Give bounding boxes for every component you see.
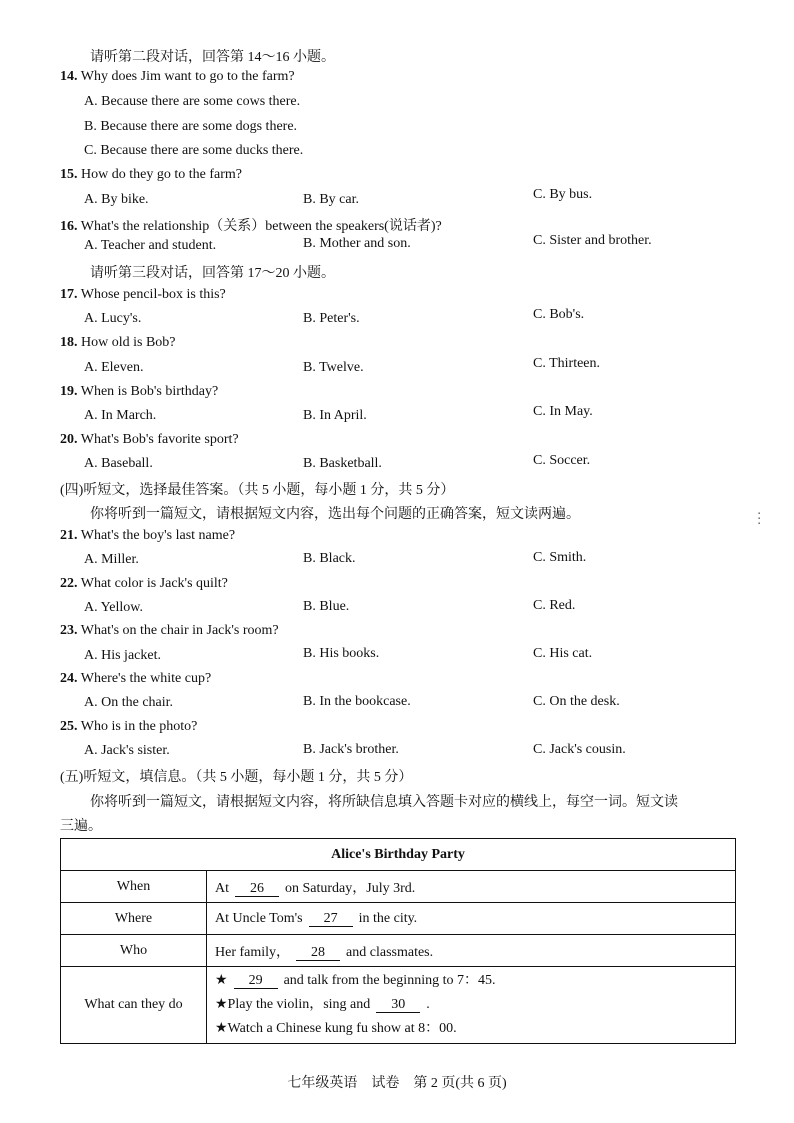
question-20 bbox=[60, 432, 239, 448]
when-suffix: on Saturday，July 3rd. bbox=[285, 880, 416, 896]
option-a: A. On the chair. bbox=[84, 695, 174, 710]
option-a: A. Baseball. bbox=[84, 456, 153, 471]
who-value bbox=[207, 935, 736, 967]
when-prefix: At bbox=[215, 880, 229, 896]
when-label: When bbox=[61, 871, 207, 903]
question-17 bbox=[60, 287, 226, 303]
what-value bbox=[207, 967, 736, 1044]
option-c: C. Because there are some ducks there. bbox=[84, 143, 304, 158]
where-value bbox=[207, 903, 736, 935]
option-c: C. By bus. bbox=[533, 187, 593, 202]
question-19 bbox=[60, 384, 218, 400]
option-c: C. Soccer. bbox=[533, 453, 591, 468]
who-prefix: Her family， bbox=[215, 944, 291, 960]
option-c: C. Thirteen. bbox=[533, 356, 601, 371]
question-text: What color is Jack's quilt? bbox=[80, 576, 228, 591]
page-footer: 七年级英语 试卷 第 2 页(共 6 页) bbox=[287, 1076, 507, 1091]
option-b: B. Black. bbox=[303, 551, 356, 566]
question-18 bbox=[60, 335, 176, 351]
option-a: A. Because there are some cows there. bbox=[84, 94, 301, 109]
question-number: 15. bbox=[60, 167, 78, 182]
question-text: How old is Bob? bbox=[81, 335, 176, 350]
question-23 bbox=[60, 623, 279, 639]
option-b: B. Basketball. bbox=[303, 456, 382, 471]
option-b: B. Peter's. bbox=[303, 311, 360, 326]
star-icon: ★ bbox=[215, 973, 228, 988]
question-number: 17. bbox=[60, 287, 78, 302]
question-number: 18. bbox=[60, 335, 78, 350]
table-title: Alice's Birthday Party bbox=[61, 839, 736, 871]
option-a: A. Eleven. bbox=[84, 360, 144, 375]
question-text: Whose pencil-box is this? bbox=[80, 287, 226, 302]
where-prefix: At Uncle Tom's bbox=[215, 910, 303, 926]
activity-1 bbox=[215, 969, 735, 993]
question-text: How do they go to the farm? bbox=[81, 167, 242, 182]
section5-heading: (五)听短文，填信息。（共 5 小题，每小题 1 分，共 5 分） bbox=[60, 770, 413, 785]
question-text: What's Bob's favorite sport? bbox=[80, 432, 239, 447]
option-c: C. Smith. bbox=[533, 550, 587, 565]
question-number: 14. bbox=[60, 69, 78, 84]
question-21 bbox=[60, 528, 235, 544]
blank-26: 26 bbox=[235, 881, 279, 897]
table-row bbox=[61, 903, 736, 935]
question-text: What's the boy's last name? bbox=[80, 528, 236, 543]
table-row bbox=[61, 935, 736, 967]
table-row bbox=[61, 871, 736, 903]
option-b: B. Twelve. bbox=[303, 360, 364, 375]
option-c: C. Red. bbox=[533, 598, 576, 613]
option-b: B. Jack's brother. bbox=[303, 742, 399, 757]
question-24 bbox=[60, 671, 211, 687]
option-b: B. In the bookcase. bbox=[303, 694, 411, 709]
activity-2-suffix: . bbox=[426, 997, 430, 1012]
option-c: C. Bob's. bbox=[533, 307, 585, 322]
question-14 bbox=[60, 69, 295, 85]
option-b: B. By car. bbox=[303, 192, 359, 207]
question-text: Where's the white cup? bbox=[80, 671, 212, 686]
question-number: 24. bbox=[60, 671, 78, 686]
question-text: What's on the chair in Jack's room? bbox=[80, 623, 279, 638]
option-a: A. In March. bbox=[84, 408, 157, 423]
where-suffix: in the city. bbox=[358, 910, 418, 926]
option-b: B. Because there are some dogs there. bbox=[84, 119, 298, 134]
part3-instruction: 请听第三段对话，回答第 17～20 小题。 bbox=[90, 266, 335, 281]
blank-28: 28 bbox=[296, 945, 340, 961]
section5-instruction-line2: 三遍。 bbox=[60, 819, 102, 834]
blank-27: 27 bbox=[309, 911, 353, 927]
question-number: 22. bbox=[60, 576, 78, 591]
option-b: B. His books. bbox=[303, 646, 380, 661]
question-text: Why does Jim want to go to the farm? bbox=[80, 69, 295, 84]
activity-2 bbox=[215, 993, 735, 1017]
section4-instruction: 你将听到一篇短文，请根据短文内容，选出每个问题的正确答案，短文读两遍。 bbox=[90, 507, 580, 522]
question-15 bbox=[60, 167, 242, 183]
binding-margin-marks: ▪ ▪ ▪ bbox=[758, 511, 761, 527]
section4-heading: (四)听短文，选择最佳答案。（共 5 小题，每小题 1 分，共 5 分） bbox=[60, 483, 455, 498]
when-value bbox=[207, 871, 736, 903]
part2-instruction: 请听第二段对话，回答第 14～16 小题。 bbox=[90, 50, 335, 65]
question-text: When is Bob's birthday? bbox=[80, 384, 219, 399]
question-text: What's the relationship（关系）between the speakers(说话者)? bbox=[80, 219, 442, 234]
option-a: A. Miller. bbox=[84, 552, 139, 567]
option-b: B. Mother and son. bbox=[303, 236, 411, 251]
what-label: What can they do bbox=[61, 967, 207, 1044]
question-number: 20. bbox=[60, 432, 78, 447]
question-number: 19. bbox=[60, 384, 78, 399]
question-22 bbox=[60, 576, 228, 592]
question-number: 21. bbox=[60, 528, 78, 543]
question-number: 23. bbox=[60, 623, 78, 638]
option-a: A. Yellow. bbox=[84, 600, 143, 615]
question-number: 25. bbox=[60, 719, 78, 734]
option-a: A. Teacher and student. bbox=[84, 238, 217, 253]
blank-30: 30 bbox=[376, 997, 420, 1013]
option-c: C. On the desk. bbox=[533, 694, 620, 709]
blank-29: 29 bbox=[234, 973, 278, 989]
who-label: Who bbox=[61, 935, 207, 967]
activity-1-suffix: and talk from the beginning to 7：45. bbox=[283, 973, 496, 988]
option-c: C. In May. bbox=[533, 404, 593, 419]
who-suffix: and classmates. bbox=[346, 944, 434, 960]
question-25 bbox=[60, 719, 197, 735]
table-row bbox=[61, 967, 736, 1044]
option-c: C. Sister and brother. bbox=[533, 233, 652, 248]
birthday-party-table bbox=[60, 838, 736, 1044]
option-a: A. Lucy's. bbox=[84, 311, 142, 326]
question-16 bbox=[60, 215, 442, 235]
where-label: Where bbox=[61, 903, 207, 935]
question-text: Who is in the photo? bbox=[80, 719, 198, 734]
section5-instruction-line1: 你将听到一篇短文，请根据短文内容，将所缺信息填入答题卡对应的横线上，每空一词。短文读 bbox=[90, 795, 678, 810]
option-a: A. Jack's sister. bbox=[84, 743, 170, 758]
activity-2-prefix: ★Play the violin，sing and bbox=[215, 997, 371, 1012]
option-c: C. Jack's cousin. bbox=[533, 742, 626, 757]
question-number: 16. bbox=[60, 219, 78, 234]
option-b: B. Blue. bbox=[303, 599, 350, 614]
option-a: A. By bike. bbox=[84, 192, 149, 207]
option-c: C. His cat. bbox=[533, 646, 593, 661]
activity-3: ★Watch a Chinese kung fu show at 8：00. bbox=[215, 1021, 457, 1036]
option-a: A. His jacket. bbox=[84, 648, 161, 663]
option-b: B. In April. bbox=[303, 408, 367, 423]
